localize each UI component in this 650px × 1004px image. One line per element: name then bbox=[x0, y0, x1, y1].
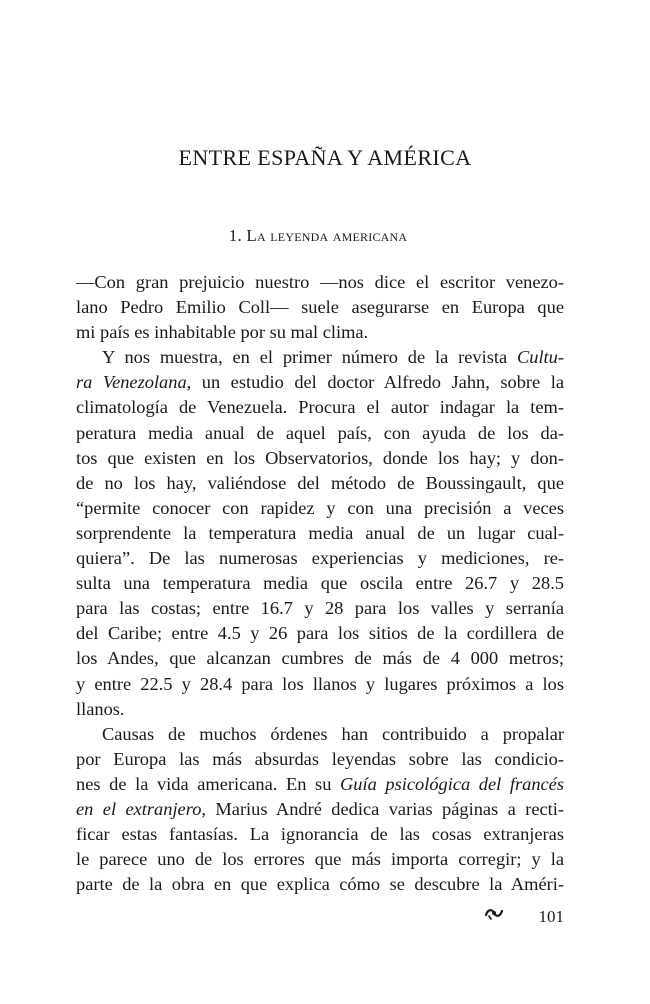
text-line: parte de la obra en que explica cómo se descubre la Améri- bbox=[76, 874, 564, 895]
text-line: mi país es inhabitable por su mal clima. bbox=[76, 322, 369, 343]
book-title: Guía psicológica del francés bbox=[340, 773, 564, 794]
page-number: 101 bbox=[538, 907, 564, 926]
text-line: sorprendente la temperatura media anual de un lugar cual- bbox=[76, 522, 564, 543]
fleuron-icon-graphic bbox=[484, 906, 504, 920]
text-line: del Caribe; entre 4.5 y 26 para los sitios de la cordillera de bbox=[76, 623, 564, 644]
text-line: nes de la vida americana. En su Guía psicológica del francés bbox=[76, 773, 564, 794]
section-title-text: La leyenda americana bbox=[246, 226, 408, 245]
text-line: y entre 22.5 y 28.4 para los llanos y lugares próximos a los bbox=[76, 673, 564, 694]
fleuron-icon bbox=[484, 906, 504, 920]
text-line: quiera”. De las numerosas experiencias y mediciones, re- bbox=[76, 548, 564, 569]
journal-title: ra Venezolana bbox=[76, 372, 187, 393]
text-line: “permite conocer con rapidez y con una precisión a veces bbox=[76, 497, 564, 518]
journal-title: Cultu- bbox=[516, 347, 564, 368]
text-line: ficar estas fantasías. La ignorancia de las cosas extranjeras bbox=[76, 824, 564, 845]
text-line: ra Venezolana, un estudio del doctor Alfredo Jahn, sobre la bbox=[76, 372, 564, 393]
text-line: sulta una temperatura media que oscila entre 26.7 y 28.5 bbox=[76, 573, 564, 594]
text-line: llanos. bbox=[76, 698, 125, 719]
section-number: 1. bbox=[228, 226, 242, 245]
section-title bbox=[0, 226, 636, 246]
text-line: peratura media anual de aquel país, con ayuda de los da- bbox=[76, 422, 564, 443]
text-line: tos que existen en los Observatorios, donde los hay; y don- bbox=[76, 447, 564, 468]
text-line: por Europa las más absurdas leyendas sobre las condicio- bbox=[76, 748, 564, 769]
text-line: para las costas; entre 16.7 y 28 para los valles y serranía bbox=[76, 598, 564, 619]
text-line: climatología de Venezuela. Procura el autor indagar la tem- bbox=[76, 397, 564, 418]
text-line: en el extranjero, Marius André dedica varias páginas a recti- bbox=[76, 798, 564, 819]
page-footer bbox=[76, 906, 564, 930]
text-line: Y nos muestra, en el primer número de la revista Cultu- bbox=[102, 347, 564, 368]
text-line: los Andes, que alcanzan cumbres de más de 4 000 metros; bbox=[76, 648, 564, 669]
body-text bbox=[76, 270, 564, 897]
text-line: lano Pedro Emilio Coll— suele asegurarse en Europa que bbox=[76, 297, 564, 318]
text-line: Causas de muchos órdenes han contribuido a propalar bbox=[102, 723, 564, 744]
text-line: de no los hay, valiéndose del método de Boussingault, que bbox=[76, 472, 564, 493]
chapter-title: ENTRE ESPAÑA Y AMÉRICA bbox=[178, 145, 472, 170]
text-line: —Con gran prejuicio nuestro —nos dice el escritor venezo- bbox=[76, 272, 564, 292]
book-title: en el extranjero bbox=[76, 798, 202, 819]
text-line: le parece uno de los errores que más importa corregir; y la bbox=[76, 849, 564, 870]
